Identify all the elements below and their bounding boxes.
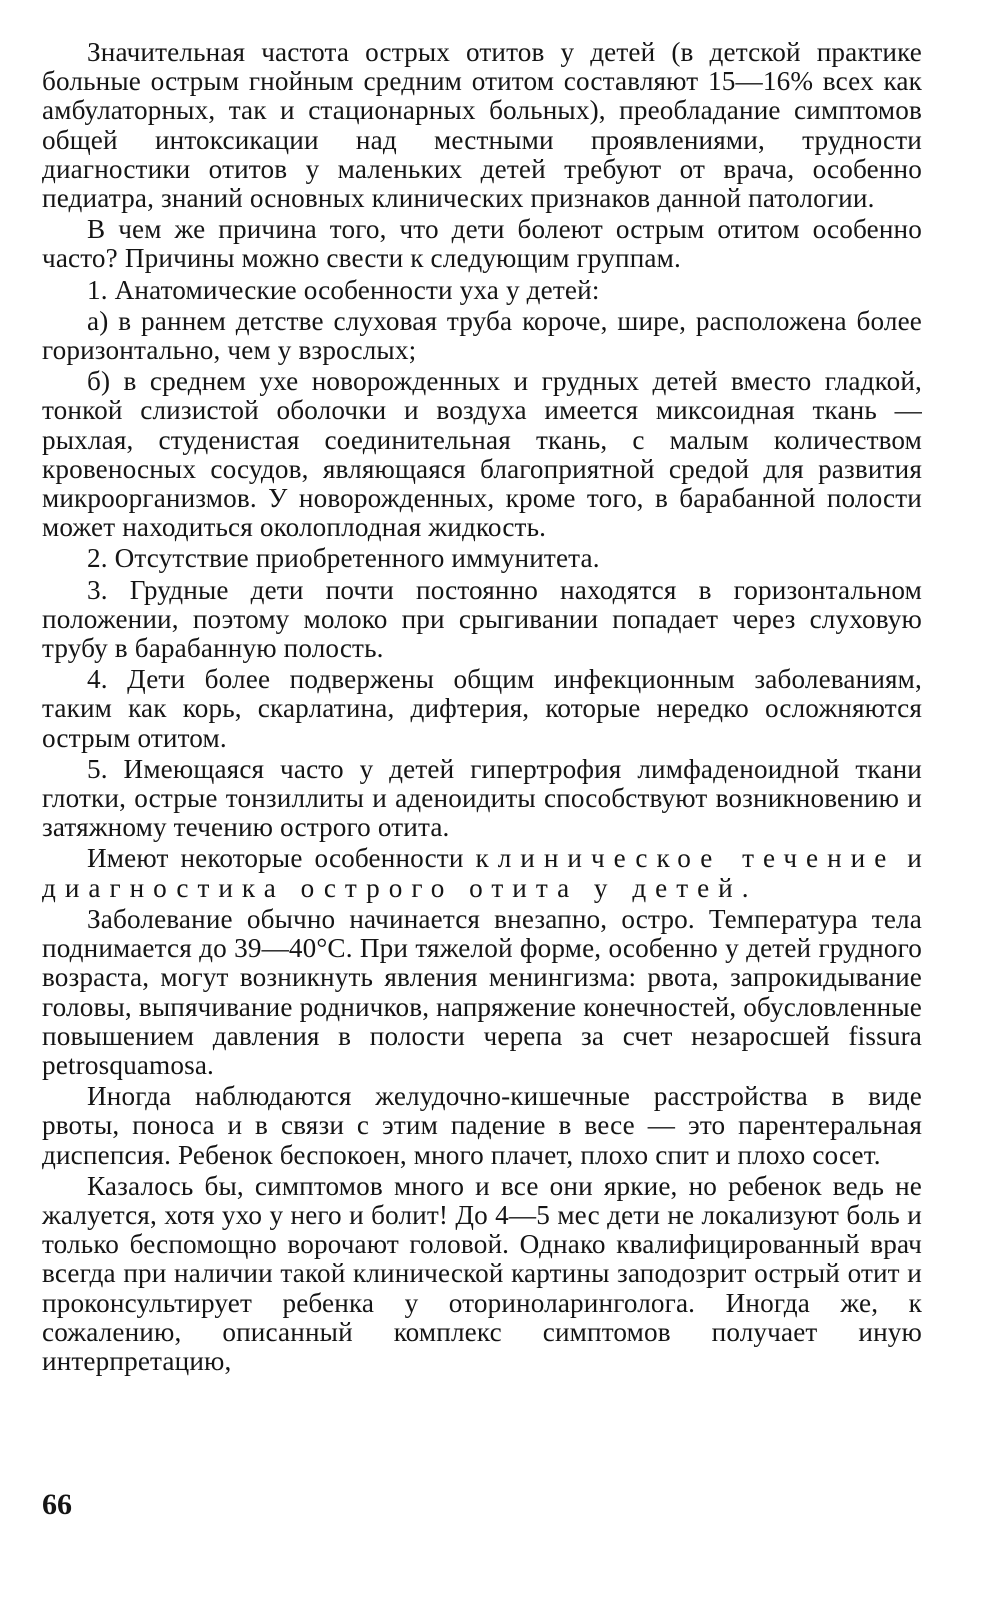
page-body (42, 38, 922, 1378)
paragraph-gi-symptoms: Иногда наблюдаются желудочно-кишечные расстройства в виде рвоты, поноса и в связи с этим падение в весе — это парентеральная диспепсия. Ребенок беспокоен, много плачет, плохо спит и плохо сосет. (42, 1081, 922, 1170)
list-item-1a: а) в раннем детстве слуховая труба короче, шире, расположена более горизонтально, чем у взрослых; (42, 305, 922, 366)
paragraph-onset: Заболевание обычно начинается внезапно, остро. Температура тела поднимается до 39—40°С. При тяжелой форме, особенно у детей грудного возраста, могут возникнуть явления менингизма: рвота, запрокидывание головы, выпячивание родничков, напряжение конечностей, обусловленные повышением давления в полости черепа за счет незаросшей fissura petrosquamosa. (42, 903, 922, 1080)
paragraph-intro: Значительная частота острых отитов у детей (в детской практике больные острым гнойным средним отитом составляют 15—16% всех как амбулаторных, так и стационарных больных), преобладание симптомов общей интоксикации над местными проявлениями, трудности диагностики отитов у маленьких детей требуют от врача, особенно педиатра, знаний основных клинических признаков данной патологии. (42, 37, 922, 214)
spaced-emphasis-course: клиническое течение (475, 843, 896, 874)
list-item-1b: б) в среднем ухе новорожденных и грудных детей вместо гладкой, тонкой слизистой оболочки и воздуха имеется миксоидная ткань — рыхлая, студенистая соединительная ткань, с малым количеством кровеносных сосудов, являющаяся благоприятной средой для развития микроорганизмов. У новорожденных, кроме того, в барабанной полости может находиться околоплодная жидкость. (42, 366, 922, 543)
paragraph-diagnosis: Казалось бы, симптомов много и все они яркие, но ребенок ведь не жалуется, хотя ухо у него и болит! До 4—5 мес дети не локализуют боль и только беспомощно ворочают головой. Однако квалифицированный врач всегда при наличии такой клинической картины заподозрит острый отит и проконсультирует ребенка у оториноларинголога. Иногда же, к сожалению, описанный комплекс симптомов получает иную интерпретацию, (42, 1170, 922, 1376)
list-item-1: 1. Анатомические особенности уха у детей: (87, 274, 600, 305)
spaced-lead: Имеют некоторые особенности (87, 843, 476, 874)
spaced-end: . (741, 872, 749, 903)
list-item-4: 4. Дети более подвержены общим инфекционным заболеваниям, таким как корь, скарлатина, дифтерия, которые нередко осложняются острым отитом. (42, 664, 922, 753)
spaced-connector: и (895, 843, 922, 874)
paragraph-clinical-features (42, 844, 922, 902)
paragraph-causes: В чем же причина того, что дети болеют острым отитом особенно часто? Причины можно свести к следующим группам. (42, 214, 922, 274)
list-item-5: 5. Имеющаяся часто у детей гипертрофия лимфаденоидной ткани глотки, острые тонзиллиты и аденоидиты способствуют возникновению и затяжному течению острого отита. (42, 753, 922, 843)
list-item-2: 2. Отсутствие приобретенного иммунитета. (87, 543, 600, 574)
list-item-3: 3. Грудные дети почти постоянно находятся в горизонтальном положении, поэтому молоко при срыгивании попадает через слуховую трубу в барабанную полость. (42, 574, 922, 664)
page-number: 66 (42, 1488, 72, 1521)
spaced-emphasis-diagnostics: диагностика острого отита у детей (42, 872, 742, 903)
